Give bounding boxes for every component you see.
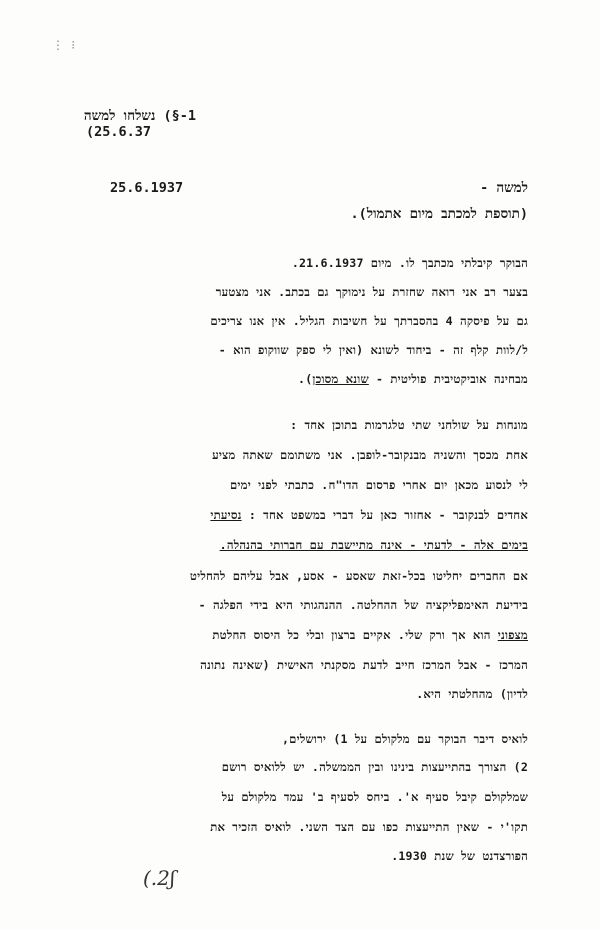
paragraph-line: בידיעת האימפליקציה של ההחלטה. ההנהגותי היא בידי הפלגה - xyxy=(198,598,528,612)
underlined-phrase: שונא מסוכן xyxy=(312,372,369,386)
paragraph-line xyxy=(210,508,528,522)
letter-date: 25.6.1937 xyxy=(110,180,184,196)
text-run: מבחינה אוביקטיבית פוליטית - xyxy=(368,372,528,386)
text-run: אחדים לבנקובר - אחזור כאן על דברי במשפט אחד : xyxy=(241,508,528,522)
letter-salutation: למשה - xyxy=(480,180,528,196)
paragraph-line: לי לנסוע מכאן יום אחרי פרסום הדו"ח. כתבתי לפני ימים xyxy=(229,478,528,492)
paragraph-line xyxy=(212,628,528,642)
paragraph-line: המרכז - אבל המרכז חייב לדעת מסקנתי האישית (שאינה נתונה xyxy=(200,658,528,672)
paragraph-line: בצער רב אני רואה שחזרת על נימוקך גם בכתב. אני מצטער xyxy=(215,285,528,299)
paragraph-line: הפורצדנט של שנת 1930. xyxy=(391,849,528,863)
paragraph-line: לואיס דיבר הבוקר עם מלקולם על 1) ירושלים, xyxy=(281,732,528,746)
margin-marks: ⋮ ⁝ xyxy=(52,38,76,52)
text-run: הוא אך ורק שלי. אקיים ברצון ובלי כל היסוס החלטת xyxy=(212,628,498,642)
underlined-line: בימים אלה - לדעתי - אינה מתיישבת עם חברותי בהנהלה. xyxy=(219,538,528,552)
paragraph-line: לדיון) מהחלטתי היא. xyxy=(416,687,528,701)
paragraph-line: מונחות על שולחני שתי טלגרמות בתוכן אחד : xyxy=(290,418,528,432)
handwritten-page-mark: (.2ʃ xyxy=(143,866,176,890)
paragraph-line: הבוקר קיבלתי מכתבך לו. מיום 21.6.1937. xyxy=(291,256,528,270)
paragraph-line: תקו'י - שאין התייעצות כפו עם הצד השני. לואיס הזכיר את xyxy=(210,820,528,834)
header-note-line: 1-§) נשלחו למשה xyxy=(83,108,196,124)
underlined-phrase: נסיעתי xyxy=(210,508,242,522)
letter-subtitle: (תוספת למכתב מיום אתמול). xyxy=(350,206,528,222)
paragraph-line: שמלקולם קיבל סעיף א'. ביחס לסעיף ב' עמד מלקולם על xyxy=(221,790,528,804)
paragraph-line: גם על פיסקה 4 בהסברתך על חשיבות הגליל. אין אנו צריכים xyxy=(210,314,528,328)
text-run: ). xyxy=(298,372,313,386)
header-note-date: (25.6.37 xyxy=(86,124,152,140)
paragraph-line xyxy=(298,372,528,386)
paragraph-line: אם החברים יחליטו בכל-זאת שאסע - אסע, אבל עליהם להחליט xyxy=(189,569,528,583)
underlined-phrase: מצפוני xyxy=(497,628,528,642)
paragraph-line: ל/לוות קלף זה - ביחוד לשונא (ואין לי ספק שווקופ הוא - xyxy=(218,343,528,357)
paragraph-line: אחת מכסך והשניה מבנקובר-לופבן. אני משתומם שאתה מציע xyxy=(212,448,528,462)
paragraph-line: 2) הצורך בהתייעצות בינינו ובין הממשלה. יש ללואיס רושם xyxy=(221,760,528,774)
